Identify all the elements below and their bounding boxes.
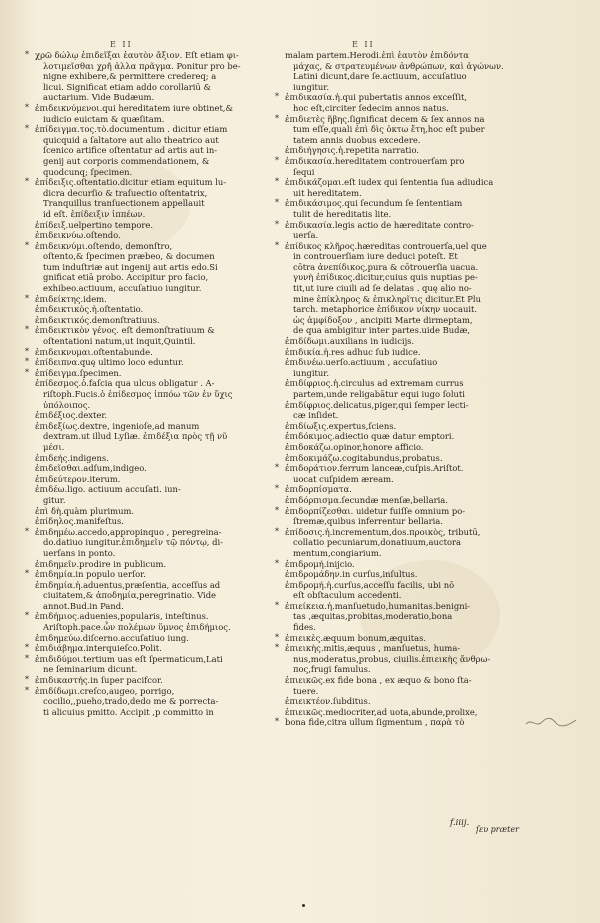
entry-line: ἐπιδεικνύμενοι.qui hereditatem iure obtinet,& <box>35 102 233 113</box>
entry-line: ſequi <box>293 166 315 177</box>
entry-line: ἐπιδέξιος.dexter. <box>35 410 108 421</box>
entry-line: ἐπιδιήγησις.ἡ.repetita narratio. <box>285 145 420 156</box>
entry-line: auctarium. Vide Budæum. <box>43 92 155 103</box>
entry-line: quodcunq; ſpecimen. <box>43 166 133 177</box>
entry-marker: * <box>275 92 279 102</box>
entry-line: mine ἐπίκληρος & ἐπικληρῖτις dicitur.Et Plu <box>293 293 481 304</box>
dictionary-entry <box>276 495 524 506</box>
running-head-left: E II <box>110 40 133 49</box>
dictionary-entry <box>276 114 524 146</box>
entry-marker: * <box>25 240 29 250</box>
entry-line: quicquid a ſaltatore aut alio theatrico aut <box>43 134 219 145</box>
entry-line: ἐπιδημέω.accedo,appropinquo , peregreina- <box>35 526 222 537</box>
entry-line: riſtoph.Fucis.ὁ ἐπίδεσμος ἱππόω τῶν ἐν ὕχις <box>43 389 233 399</box>
entry-line: ſcenico artifice oſtentatur ad artis aut in- <box>43 145 218 156</box>
entry-marker: * <box>25 611 29 621</box>
dictionary-entry <box>26 347 256 358</box>
dictionary-entry <box>276 559 524 570</box>
entry-line: cōtra ἀνεπίδικος,pura & cōtrouerſia uacua. <box>293 261 479 272</box>
entry-marker: * <box>275 505 279 515</box>
entry-marker: * <box>25 569 29 579</box>
dictionary-entry <box>26 103 256 124</box>
dictionary-entry <box>26 315 256 326</box>
dictionary-entry <box>276 696 524 707</box>
entry-line: ἐπιδικαστής.in ſuper pacifcor. <box>35 675 163 686</box>
entry-marker: * <box>275 155 279 165</box>
entry-line: ἐπιδορπίσματα. <box>285 484 352 495</box>
entry-line: ἐπιεικῶς.ex fide bona , ex æquo & bono ſta- <box>285 675 472 686</box>
signature-mark: f.iiij. <box>450 818 470 828</box>
entry-line: annot.Bud.in Pand. <box>43 600 124 611</box>
entry-line: uerſa. <box>293 230 319 241</box>
entry-marker: * <box>275 558 279 568</box>
entry-line: ἐπίδεσμος.ὁ.faſcia qua ulcus obligatur . A- <box>35 378 215 389</box>
dictionary-entry <box>26 580 256 612</box>
entry-marker: * <box>25 293 29 303</box>
entry-line: uit hereditatem. <box>293 187 362 198</box>
entry-line: uerſans in ponto. <box>43 547 116 558</box>
entry-line: ἐπιδρομή.inijcio. <box>285 558 355 569</box>
dictionary-entry <box>26 484 256 505</box>
dictionary-entry <box>26 506 256 517</box>
entry-line: iudicio euictam & quæſitam. <box>43 113 165 124</box>
entry-line: ἐπιδημία.ἡ.aduentus,præſentia, acceſſus ad <box>35 579 221 590</box>
entry-marker: * <box>25 325 29 335</box>
entry-line: id eſt. ἐπίδειξιν ἱππέων. <box>43 208 146 219</box>
entry-marker: * <box>275 484 279 494</box>
dictionary-entry <box>276 633 524 644</box>
entry-line: ἐπιδόκιμος.adiectio quæ datur emptori. <box>285 431 455 442</box>
entry-line: dextram.ut illud Lyſiæ. ἐπιδέξια πρὸς τῇ νῦ <box>43 431 228 442</box>
entry-line: ἐπίδικος κλῆρος.hæreditas controuerſa,uel que <box>285 240 487 251</box>
dictionary-entry <box>276 707 524 718</box>
entry-marker: * <box>275 240 279 250</box>
dictionary-entry <box>26 559 256 570</box>
dictionary-entry <box>26 230 256 241</box>
dictionary-entry <box>26 516 256 527</box>
entry-line: gnificat etiā probo. Accipitur pro facio, <box>43 272 209 283</box>
entry-marker: * <box>25 367 29 377</box>
entry-line: ἐπιδικασία.ἡ.qui pubertatis annos exceſſit, <box>285 92 468 103</box>
entry-line: χρῶ δώλῳ ἐπιδεῖξαι ἑαυτὸν ἄξιον. Eſt etiam φι- <box>35 50 239 60</box>
entry-line: λοτιμεῖσθαι χρῆ ἀλλα πρᾶγμα. Ponitur pro be- <box>43 60 241 71</box>
entry-line: ἐπίδειγμα.ſpecimen. <box>35 367 122 378</box>
entry-line: ἐπιδοκιμάζω.cogitabundus,probatus. <box>285 452 443 463</box>
entry-line: iungitur. <box>293 367 330 378</box>
entry-line: exhibeo.actiuum, accuſatiuo iungitur. <box>43 283 202 294</box>
dictionary-entry <box>276 601 524 633</box>
entry-line: collatio pecuniarum,donatiuum,auctora <box>293 537 462 548</box>
entry-line: ἐπιδινέω.uerſo.actiuum , accuſatiuo <box>285 357 438 368</box>
entry-line: malam partem.Herodi.ἐπὶ ἑαυτὸν ἐπιδόντα <box>285 50 469 60</box>
dictionary-entry <box>276 347 524 358</box>
entry-line: ἐπιδήμιος.aduenies,popularis, inteſtinus. <box>35 611 209 622</box>
entry-marker: * <box>25 357 29 367</box>
dictionary-entry <box>26 654 256 675</box>
entry-line: hoc eſt,circiter ſedecim annos natus. <box>293 102 449 113</box>
entry-line: ἐπιδικάσιμος.qui ſecundum ſe ſententiam <box>285 198 463 209</box>
dictionary-entry <box>26 50 256 103</box>
entry-line: ἐπιδιδύμοι.tertium uas eſt ſpermaticum,Lati <box>35 653 223 664</box>
entry-marker: * <box>25 526 29 536</box>
entry-line: ὑπόλοιπος. <box>43 399 91 410</box>
entry-line: μέσι. <box>43 441 65 452</box>
entry-line: ἐπιδημία.in populo uerſor. <box>35 569 146 580</box>
entry-line: πος,frugi famulus. <box>293 664 371 675</box>
margin-annotation-scribble <box>524 710 578 734</box>
entry-line: ἐπιεικτέον.ſubditus. <box>285 696 371 707</box>
entry-line: licui. Significat etiam addo corollariū & <box>43 81 211 92</box>
entry-marker: * <box>275 219 279 229</box>
dictionary-entry <box>276 421 524 432</box>
dictionary-entry <box>276 220 524 241</box>
entry-line: uocat cuſpidem æream. <box>293 473 394 484</box>
entry-line: ἐπιδεξίως.dextre, ingenioſe,ad manum <box>35 420 200 431</box>
dictionary-entry <box>26 453 256 464</box>
dictionary-entry <box>26 421 256 453</box>
entry-line: ἐπιδημεῖν.prodire in publicum. <box>35 558 167 569</box>
entry-line: ἐπιεικῶς.mediocriter,ad uota,abunde,prolixe, <box>285 706 478 717</box>
dictionary-entry <box>26 124 256 177</box>
entry-marker: * <box>25 50 29 59</box>
entry-line: ἐπιδίφριος.ἡ.circulus ad extremam currus <box>285 378 464 389</box>
entry-line: Ariſtoph.pace.ὧν πολέμων ὕμνος ἐπιδήμιος. <box>43 622 231 633</box>
entry-line: ne ſeminarium dicunt. <box>43 664 138 675</box>
entry-line: ἐπιδιετὲς ἥβης.ſignificat decem & ſex annos na <box>285 113 485 124</box>
entry-line: ἐπιδοράτιον.ferrum lanceæ,cuſpis.Ariſtot. <box>285 463 464 474</box>
entry-line: ἐπιδεικνύω.oſtendo. <box>35 230 121 241</box>
entry-line: ἐπιδεικνυμαι.oſtentabunde. <box>35 346 153 357</box>
entry-line: ἐπίδειξ.uelpertino tempore. <box>35 219 154 230</box>
entry-line: γυνὴ ἐπίδικος.dicitur,cuius quis nuptias pe- <box>293 272 478 283</box>
dictionary-entry <box>26 378 256 410</box>
entry-marker: * <box>275 632 279 642</box>
entry-line: tulit de hereditatis lite. <box>293 208 392 219</box>
entry-line: ἐπιδρομάδην.in curſus,inſultus. <box>285 569 418 580</box>
entry-line: tarch. metaphorice ἐπίδικον νίκην uocauit. <box>293 304 478 315</box>
entry-line: ἐπιδεής.indigens. <box>35 452 109 463</box>
entry-marker: * <box>275 717 279 727</box>
dictionary-entry <box>26 643 256 654</box>
dictionary-entry <box>26 177 256 219</box>
entry-line: tas ,æquitas,probitas,moderatio,bona <box>293 611 453 622</box>
dictionary-entry <box>276 357 524 378</box>
dictionary-entry <box>26 527 256 559</box>
entry-marker: * <box>275 198 279 208</box>
entry-line: ἐπιδίφριος.delicatus,piger,qui ſemper lecti- <box>285 399 469 410</box>
dictionary-entry <box>26 611 256 632</box>
entry-marker: * <box>275 600 279 610</box>
entry-line: ἐπιδεύτερον.iterum. <box>35 473 121 484</box>
dictionary-entry <box>26 686 256 718</box>
entry-line: partem,unde religabātur equi iugo ſoluti <box>293 389 465 399</box>
entry-line: ὡς ἀμφίδοξον , ancipiti Marte dirmeptam, <box>293 314 473 325</box>
entry-line: ἐπιδικάζομαι.eſt iudex qui ſententia ſua adiudica <box>285 177 494 188</box>
dictionary-entry <box>26 220 256 231</box>
dictionary-entry <box>276 527 524 559</box>
entry-line: eſt obſtaculum accedenti. <box>293 590 402 601</box>
dictionary-entry <box>26 474 256 485</box>
entry-marker: * <box>25 653 29 663</box>
dictionary-entry <box>276 717 524 728</box>
entry-line: Latini dicunt,dare ſe.actiuum, accuſatiuo <box>293 71 467 82</box>
dictionary-entry <box>26 357 256 368</box>
entry-line: ſtremæ,quibus inferrentur bellaria. <box>293 516 443 527</box>
right-column <box>276 50 524 728</box>
entry-marker: * <box>275 643 279 653</box>
dictionary-entry <box>276 198 524 219</box>
dictionary-entry <box>26 463 256 474</box>
dictionary-entry <box>276 241 524 336</box>
entry-line: ἐπιδέω.ligo. actiuum accuſati. iun- <box>35 484 181 495</box>
entry-marker: * <box>25 675 29 685</box>
entry-marker: * <box>25 102 29 112</box>
dictionary-entry <box>276 92 524 113</box>
entry-marker: * <box>275 463 279 473</box>
entry-line: ἐπιδικασία.hereditatem controuerſam pro <box>285 155 465 166</box>
entry-line: ἐπιδοκάζω.opinor,honore afficio. <box>285 441 424 452</box>
entry-line: ἐπὶ δὴ.quàm plurimum. <box>35 505 135 516</box>
entry-marker: * <box>25 124 29 134</box>
dictionary-entry <box>26 569 256 580</box>
dictionary-entry <box>276 569 524 580</box>
entry-line: tum induſtriæ aut ingenij aut artis edo.Si <box>43 261 218 272</box>
entry-line: mentum,congiarium. <box>293 547 382 558</box>
dictionary-entry <box>26 304 256 315</box>
entry-line: nus,moderatus,probus, ciuilis.ἐπιεικὴς ἄνθρω- <box>293 653 491 664</box>
entry-line: ἐπιδρομή.ἡ.curſus,acceſſu facilis, ubi nō <box>285 579 455 590</box>
entry-line: ἐπιδείκτης.idem. <box>35 293 107 304</box>
dictionary-entry <box>26 368 256 379</box>
entry-line: genij aut corporis commendationem, & <box>43 155 210 166</box>
dictionary-entry <box>276 177 524 198</box>
entry-line: ἐπίδειγμα.τος.τὸ.documentum . dicitur etiam <box>35 124 228 135</box>
dictionary-entry <box>276 50 524 92</box>
entry-line: cæ inſidet. <box>293 410 339 421</box>
running-head-right: E II <box>352 40 375 49</box>
entry-marker: * <box>275 177 279 187</box>
dictionary-entry <box>26 294 256 305</box>
entry-line: ἐπιδεικτικὸς.ἡ.oſtentatio. <box>35 304 144 315</box>
entry-marker: * <box>275 113 279 123</box>
catchword: ſευ præter <box>476 825 519 834</box>
dictionary-entry <box>276 431 524 442</box>
entry-line: tit,ut iure ciuili ad ſe delatas . quę alio no- <box>293 283 472 294</box>
dictionary-entry <box>276 484 524 495</box>
dictionary-entry <box>276 675 524 696</box>
entry-line: gitur. <box>43 494 66 505</box>
entry-line: Tranquillus tranſuectionem appellauit <box>43 198 205 209</box>
entry-line: ἐπιεικὲς.æquum bonum,æquitas. <box>285 632 427 643</box>
entry-line: ἐπιδικία.ἡ.res adhuc ſub iudice. <box>285 346 421 357</box>
entry-line: in controuerſiam iure deduci poteſt. Et <box>293 251 458 262</box>
dictionary-entry <box>276 336 524 347</box>
entry-line: μάχας, & στρατευμένων ἀνθρώπων, καὶ ἀγώνων. <box>293 60 504 71</box>
entry-line: ἐπιείκεια.ἡ.manſuetudo,humanitas.benigni- <box>285 600 471 611</box>
entry-line: tuere. <box>293 685 319 696</box>
ink-dot <box>302 904 305 907</box>
entry-line: ἐπιδίωξις.expertus,ſciens. <box>285 420 397 431</box>
entry-line: ciuitatem,& ἀποδημία,peregrinatio. Vide <box>43 590 217 601</box>
entry-line: iungitur. <box>293 81 330 92</box>
entry-line: ἐπιδεικτικὸν γένος. eſt demonſtratiuum & <box>35 325 215 336</box>
entry-line: de qua ambigitur inter partes.uide Budæ, <box>293 325 471 336</box>
left-column <box>26 50 256 717</box>
dictionary-entry <box>276 145 524 156</box>
entry-line: ἐπιδόρπισμα.ſecundæ menſæ,bellaria. <box>285 494 448 505</box>
dictionary-entry <box>276 156 524 177</box>
entry-line: dicra decurſio & traſuectio oſtentatrix, <box>43 187 208 198</box>
entry-marker: * <box>25 177 29 187</box>
dictionary-entry <box>26 241 256 294</box>
entry-line: cocilio,,pueho,trado,dedo me & porrecta- <box>43 696 219 707</box>
entry-line: ἐπιεικὴς.mitis,æquus , manſuetus, huma- <box>285 643 461 654</box>
entry-line: ἐπιδεῖσθαι.adſum,indigeo. <box>35 463 147 474</box>
dictionary-entry <box>276 643 524 675</box>
dictionary-entry <box>26 675 256 686</box>
entry-line: ἐπίδηλος.manifeſtus. <box>35 516 124 527</box>
entry-line: ἐπιδεικνύμι.oſtendo, demonſtro, <box>35 240 173 251</box>
dictionary-entry <box>276 453 524 464</box>
entry-line: ἐπίδειπνα.quę ultimo loco eduntur. <box>35 357 184 368</box>
entry-line: oſtento,& ſpecimen præbeo, & documen <box>43 251 215 262</box>
dictionary-entry <box>276 506 524 527</box>
entry-line: ἐπίδοσις.ἡ.incrementum,dos.προικὸς, tributū, <box>285 526 481 537</box>
entry-line: ἐπιδημεύω.diſcerno.accuſatiuo iung. <box>35 632 189 643</box>
entry-marker: * <box>25 685 29 695</box>
dictionary-entry <box>276 580 524 601</box>
dictionary-entry <box>26 325 256 346</box>
dictionary-entry <box>26 410 256 421</box>
dictionary-entry <box>276 463 524 484</box>
entry-line: ti alicuius pmitto. Accipit ,p committo in <box>43 706 214 717</box>
dictionary-entry <box>276 400 524 421</box>
entry-line: tum eſſe,quali ἐπὶ δὶς ὀκτω ἔτη,hoc eſt puber <box>293 124 485 135</box>
entry-marker: * <box>275 526 279 536</box>
dictionary-entry <box>26 633 256 644</box>
entry-line: ἐπιδορπίζεσθαι. uidetur fuiſſe omnium po- <box>285 505 466 516</box>
entry-marker: * <box>25 643 29 653</box>
entry-line: ἐπιδεικτικός.demonſtratiuus. <box>35 314 160 325</box>
entry-line: bona fide,citra ullum ſigmentum , παρὰ τὸ <box>285 717 465 728</box>
entry-line: ἐπιδίδωμι.auxilians in iudicijs. <box>285 336 415 347</box>
entry-line: ἐπιδιάβημα.interquieſco.Polit. <box>35 643 162 654</box>
entry-line: tatem annis duobus excedere. <box>293 134 421 145</box>
entry-line: ἐπίδειξις.oſtentatio.dicitur etiam equitum lu- <box>35 177 227 188</box>
entry-line: oſtentationi natum,ut inquit,Quintil. <box>43 336 196 347</box>
entry-line: nigne exhibere,& permittere credereq; a <box>43 71 217 82</box>
entry-line: fides. <box>293 622 316 633</box>
dictionary-entry <box>276 442 524 453</box>
entry-line: ἐπιδικασία.legis actio de hæreditate contro- <box>285 219 474 230</box>
entry-line: ἐπιδίδωμι.creſco,augeo, porrigo, <box>35 685 175 696</box>
dictionary-entry <box>276 378 524 399</box>
entry-line: do.datiuo iungitur.ἐπιδημεῖν τῷ πόντῳ, di- <box>43 537 224 548</box>
entry-marker: * <box>25 346 29 356</box>
